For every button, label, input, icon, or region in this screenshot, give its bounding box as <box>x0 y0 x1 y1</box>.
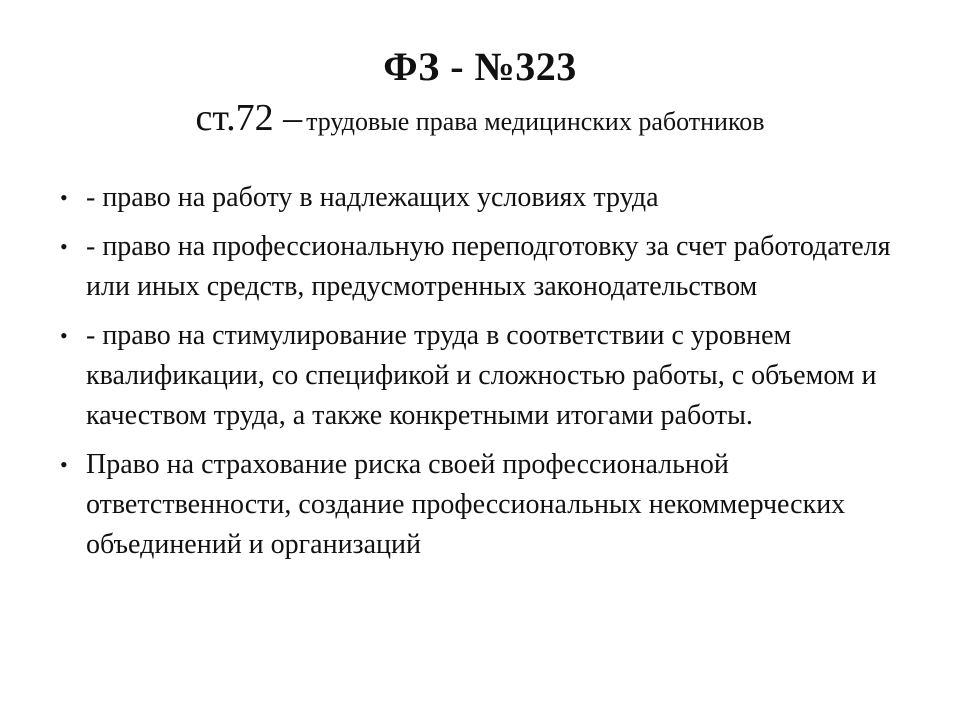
bullet-marker: • <box>60 323 68 348</box>
bullet-marker: • <box>60 185 68 210</box>
bullet-list <box>60 178 920 574</box>
subtitle-description: трудовые права медицинских работников <box>306 107 765 136</box>
bullet-marker: • <box>60 452 68 477</box>
bullet-item <box>60 227 920 307</box>
bullet-text: Право на страхование риска своей профессиональной ответственности, создание профессиональных некоммерческих объединений и организаций <box>86 449 846 560</box>
bullet-item <box>60 445 920 565</box>
bullet-text: - право на работу в надлежащих условиях труда <box>86 182 659 213</box>
slide-subtitle <box>0 98 960 146</box>
bullet-text: - право на стимулирование труда в соответствии с уровнем квалификации, со спецификой и сложностью работы, с объемом и качеством труда, а также конкретными итогами работы. <box>86 320 877 431</box>
bullet-item <box>60 178 920 218</box>
bullet-marker: • <box>60 234 68 259</box>
slide-title-block <box>0 44 960 146</box>
bullet-item <box>60 316 920 436</box>
slide-title: ФЗ - №323 <box>383 44 577 89</box>
subtitle-article: ст.72 – <box>195 97 303 139</box>
bullet-text: - право на профессиональную переподготовку за счет работодателя или иных средств, предусмотренных законодательством <box>86 231 891 302</box>
